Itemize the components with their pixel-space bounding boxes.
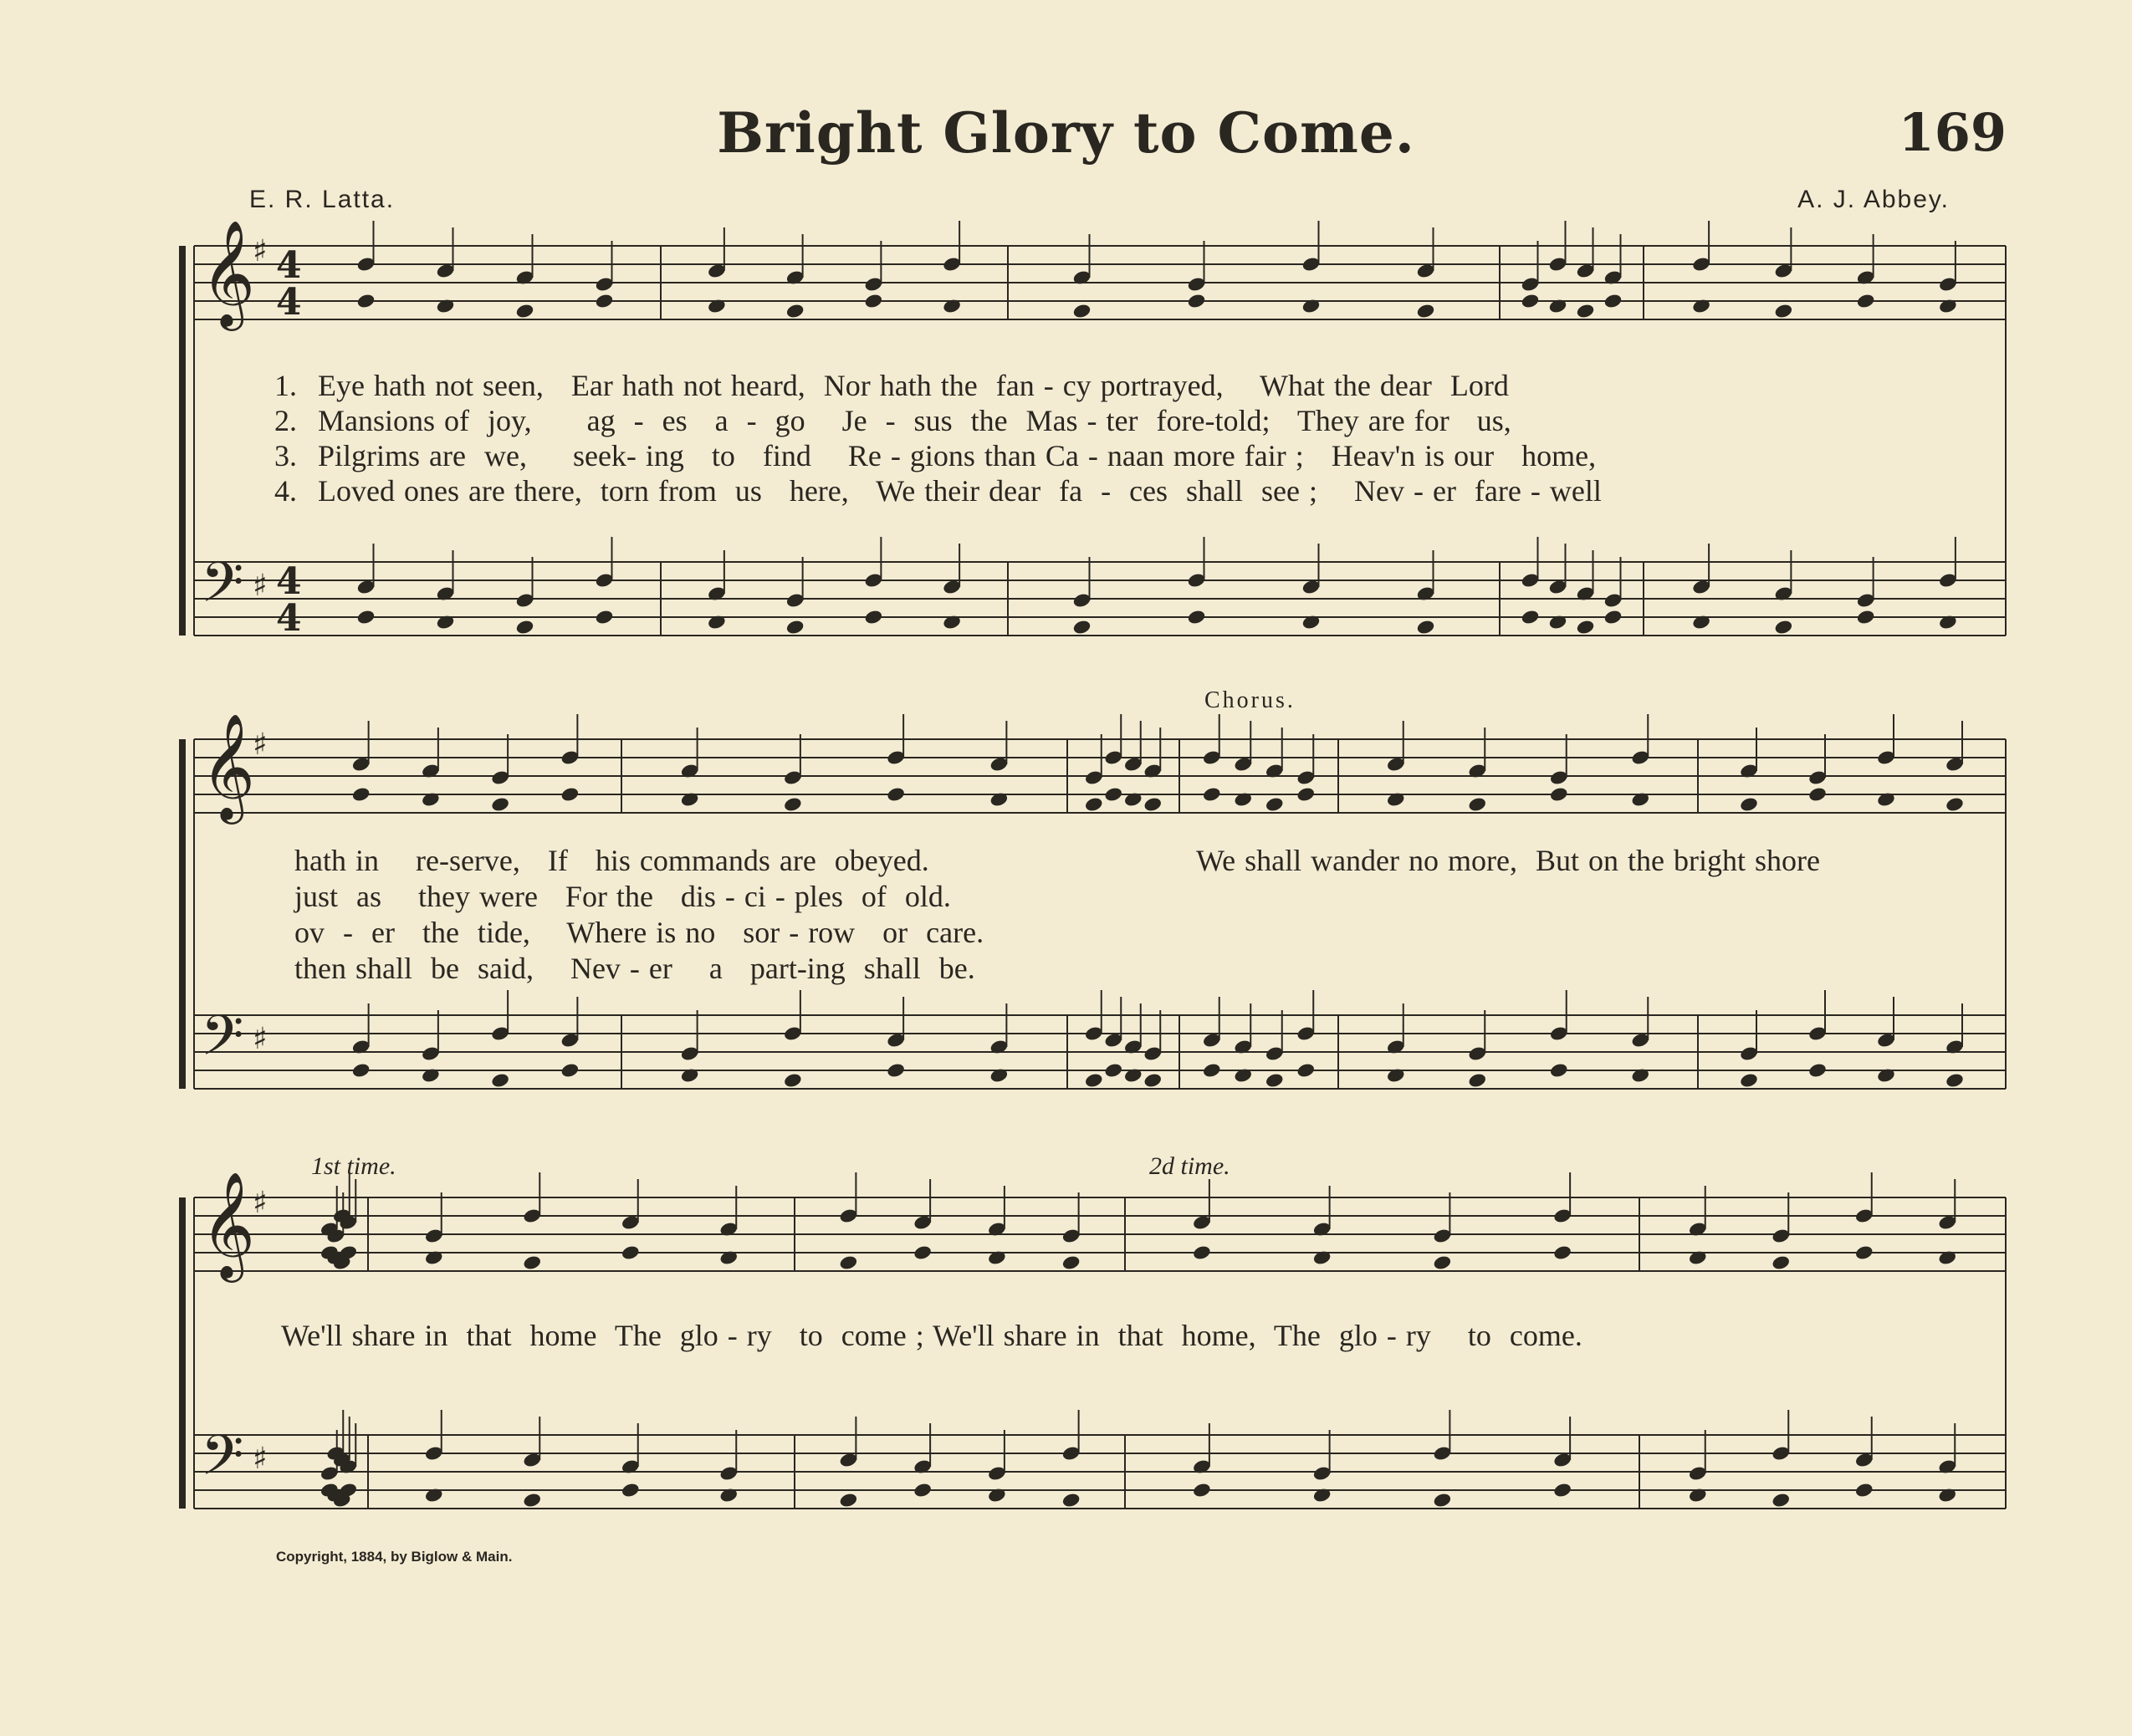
hymn-title: Bright Glory to Come. (717, 100, 1415, 166)
svg-text:𝄢: 𝄢 (201, 1423, 244, 1501)
svg-text:♯: ♯ (253, 569, 268, 603)
verse-1-line-2: hath in re-serve, If his commands are obeyed. (294, 844, 929, 877)
chorus-lyrics-line-1: We shall wander no more, But on the bright shore (1196, 844, 1820, 877)
svg-text:𝄞: 𝄞 (201, 1171, 256, 1278)
svg-text:♯: ♯ (253, 728, 268, 762)
verse-3-line-1: 3. Pilgrims are we, seek- ing to find Re - gions than Ca - naan more fair ; Heav'n is our home, (274, 439, 1597, 472)
lyricist-credit: E. R. Latta. (249, 186, 396, 213)
page-number: 169 (1898, 102, 2007, 163)
svg-text:♯: ♯ (253, 234, 268, 268)
svg-text:♯: ♯ (253, 1022, 268, 1056)
svg-text:4: 4 (276, 281, 302, 324)
svg-text:♯: ♯ (253, 1186, 268, 1220)
first-ending-label: 1st time. (311, 1152, 396, 1180)
verse-4-line-2: then shall be said, Nev - er a part-ing shall be. (294, 952, 975, 985)
chorus-label: Chorus. (1204, 687, 1296, 713)
composer-credit: A. J. Abbey. (1797, 186, 1950, 213)
verse-3-line-2: ov - er the tide, Where is no sor - row or care. (294, 916, 984, 949)
svg-text:4: 4 (276, 244, 302, 287)
svg-text:𝄢: 𝄢 (201, 1003, 244, 1081)
svg-text:4: 4 (276, 597, 302, 640)
verse-2-line-2: just as they were For the dis - ci - ples of old. (294, 880, 951, 913)
copyright-notice: Copyright, 1884, by Biglow & Main. (276, 1549, 513, 1565)
verse-2-line-1: 2. Mansions of joy, ag - es a - go Je - sus the Mas - ter fore-told; They are for us, (274, 404, 1511, 437)
verse-1-line-1: 1. Eye hath not seen, Ear hath not heard, Nor hath the fan - cy portrayed, What the dear Lord (274, 369, 1509, 402)
svg-text:𝄞: 𝄞 (201, 712, 256, 819)
svg-text:𝄢: 𝄢 (201, 550, 244, 628)
svg-text:4: 4 (276, 560, 302, 603)
verse-4-line-1: 4. Loved ones are there, torn from us here, We their dear fa - ces shall see ; Nev - er fare - well (274, 474, 1602, 508)
svg-text:♯: ♯ (253, 1442, 268, 1476)
chorus-lyrics-line-2: We'll share in that home The glo - ry to come ; We'll share in that home, The glo - ry to come. (281, 1319, 1582, 1352)
svg-text:𝄞: 𝄞 (201, 219, 256, 326)
second-ending-label: 2d time. (1149, 1152, 1230, 1180)
